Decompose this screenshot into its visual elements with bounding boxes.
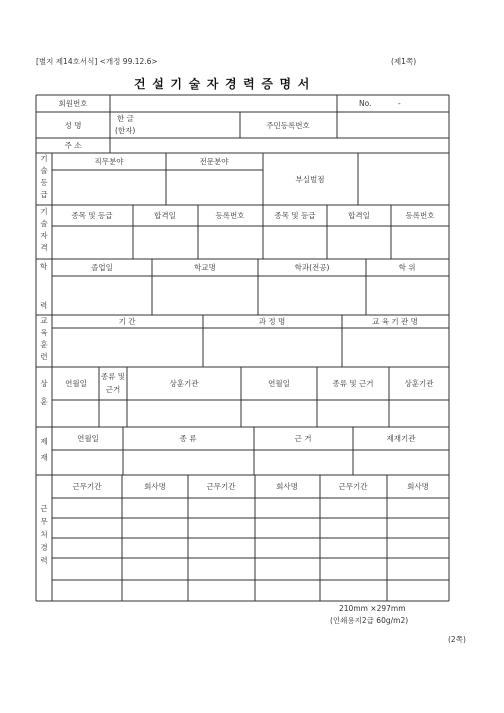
award-col-date: 연월일 bbox=[65, 379, 87, 388]
qualification-side-label: 기 술 자 격 bbox=[40, 207, 48, 252]
qual-col-4: 종목 및 등급 bbox=[274, 211, 316, 220]
career-col-6: 회사명 bbox=[407, 482, 429, 491]
career-side-label: 근 무 처 경 력 bbox=[40, 504, 48, 565]
form-reference: [별지 제14호서식] <개정 99.12.6> bbox=[36, 57, 158, 66]
name-korean-label: 한 글 bbox=[117, 114, 134, 123]
award-col-type-line1: 종류 및 bbox=[100, 372, 126, 381]
sanction-side-label: 제 재 bbox=[40, 437, 48, 462]
qual-col-2: 합격일 bbox=[154, 211, 176, 220]
career-col-1: 근무기간 bbox=[72, 482, 102, 491]
no-value: - bbox=[398, 99, 401, 108]
col-job-field: 직무분야 bbox=[94, 157, 124, 166]
award-col-type-line2: 근거 bbox=[105, 385, 121, 394]
award-side-label: 상 훈 bbox=[40, 379, 48, 406]
no-label: No. bbox=[359, 99, 372, 108]
col-specialty-field: 전문분야 bbox=[199, 157, 229, 166]
qual-col-5: 합격일 bbox=[348, 211, 370, 220]
sanction-col-basis: 근 거 bbox=[294, 434, 312, 443]
train-col-course: 과 정 명 bbox=[258, 317, 286, 326]
document-title: 건설기술자경력증명서 bbox=[134, 77, 316, 91]
qual-col-1: 종목 및 등급 bbox=[71, 211, 113, 220]
career-col-3: 근무기간 bbox=[206, 482, 236, 491]
award-col-date-2: 연월일 bbox=[268, 379, 290, 388]
award-col-type-2: 종류 및 근거 bbox=[332, 379, 374, 388]
tech-grade-side-label: 기 술 등 급 bbox=[40, 154, 48, 199]
train-col-period: 기 간 bbox=[118, 317, 136, 326]
edu-col-degree: 학 위 bbox=[398, 263, 416, 272]
qual-col-6: 등록번호 bbox=[405, 211, 435, 220]
education-side-label-bottom: 력 bbox=[40, 301, 48, 310]
edu-col-major: 학과(전공) bbox=[294, 263, 330, 272]
edu-col-grad-date: 졸업일 bbox=[91, 263, 113, 272]
education-side-label-top: 학 bbox=[40, 262, 48, 271]
award-col-org-2: 상훈기관 bbox=[404, 379, 434, 388]
career-col-4: 회사명 bbox=[276, 482, 298, 491]
page-label: (제1쪽) bbox=[391, 57, 417, 66]
training-side-label: 교 육 훈 련 bbox=[40, 316, 48, 361]
edu-col-school: 학교명 bbox=[194, 263, 216, 272]
paper-spec: (인쇄용지2급 60g/m2) bbox=[330, 616, 409, 625]
address-label: 주 소 bbox=[64, 141, 82, 150]
resident-no-label: 주민등록번호 bbox=[266, 121, 310, 130]
sanction-col-date: 연월일 bbox=[77, 434, 99, 443]
col-penalty-points: 부실벌점 bbox=[295, 175, 325, 184]
sanction-col-org: 제재기관 bbox=[386, 434, 416, 443]
sanction-col-type: 종 류 bbox=[179, 434, 197, 443]
paper-size: 210mm ×297mm bbox=[339, 604, 406, 613]
award-col-org: 상훈기관 bbox=[169, 379, 199, 388]
career-col-2: 회사명 bbox=[144, 482, 166, 491]
member-no-label: 회원번호 bbox=[58, 99, 88, 108]
page-2-label: (2쪽) bbox=[448, 635, 466, 644]
name-label: 성 명 bbox=[64, 121, 82, 130]
name-hanja-label: (한자) bbox=[115, 126, 136, 135]
train-col-institution: 교 육 기 관 명 bbox=[372, 317, 418, 326]
qual-col-3: 등록번호 bbox=[215, 211, 245, 220]
career-col-5: 근무기간 bbox=[338, 482, 368, 491]
